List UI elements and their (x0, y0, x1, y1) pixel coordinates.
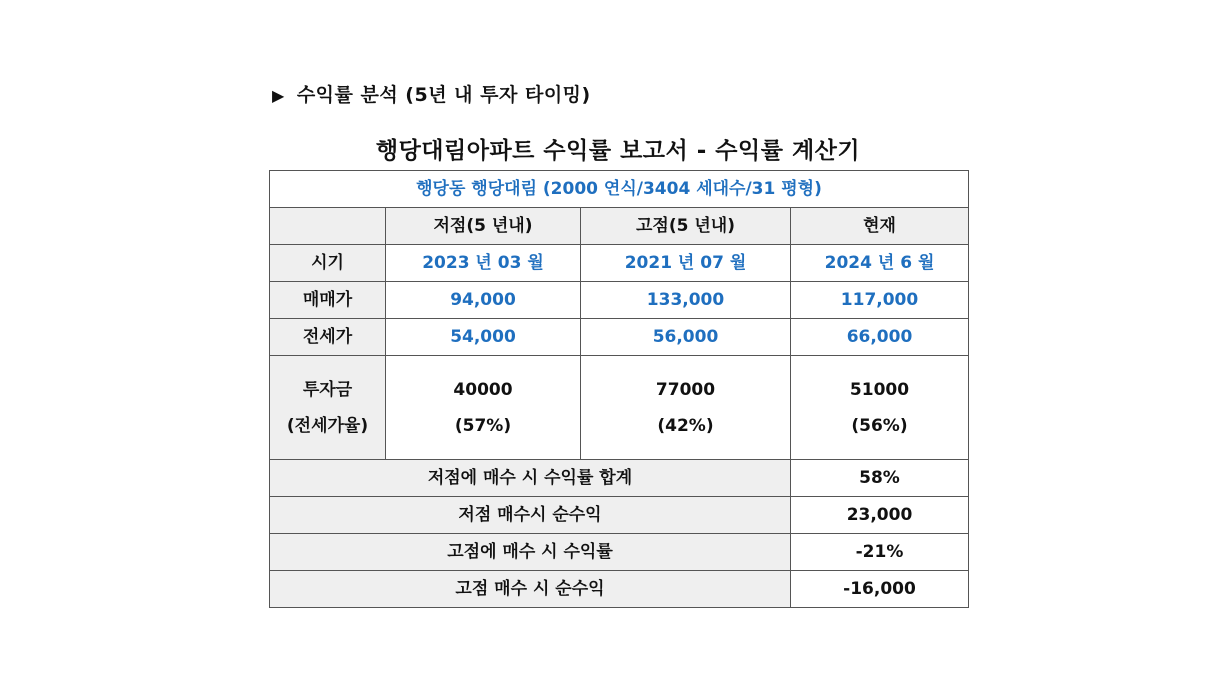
row-label-jeonse-price: 전세가 (270, 319, 386, 356)
investment-current (791, 356, 969, 460)
column-header-row (270, 208, 969, 245)
investment-row (270, 356, 969, 460)
column-header-high: 고점(5 년내) (581, 208, 791, 245)
investment-label: 투자금 (302, 379, 353, 400)
investment-low-ratio: (57%) (454, 415, 512, 436)
column-header-current: 현재 (791, 208, 969, 245)
row-label-investment (270, 356, 386, 460)
sale-price-current: 117,000 (791, 282, 969, 319)
summary-value-low-return: 58% (791, 460, 969, 497)
jeonse-price-row (270, 319, 969, 356)
summary-row (270, 571, 969, 608)
summary-value-low-profit: 23,000 (791, 497, 969, 534)
summary-row (270, 497, 969, 534)
jeonse-price-low: 54,000 (386, 319, 581, 356)
row-label-period: 시기 (270, 245, 386, 282)
jeonse-price-high: 56,000 (581, 319, 791, 356)
investment-low (386, 356, 581, 460)
period-low: 2023 년 03 월 (386, 245, 581, 282)
triangle-bullet-icon: ▶ (272, 86, 285, 105)
profit-report-table (269, 170, 969, 608)
row-label-sale-price: 매매가 (270, 282, 386, 319)
summary-label-low-return: 저점에 매수 시 수익률 합계 (270, 460, 791, 497)
section-heading-text: 수익률 분석 (5년 내 투자 타이밍) (296, 84, 591, 106)
summary-row (270, 460, 969, 497)
investment-low-amount: 40000 (453, 379, 513, 400)
period-high: 2021 년 07 월 (581, 245, 791, 282)
apartment-info: 행당동 행당대림 (2000 연식/3404 세대수/31 평형) (270, 171, 969, 208)
investment-high-ratio: (42%) (657, 415, 714, 436)
investment-current-amount: 51000 (849, 379, 910, 400)
summary-value-high-return: -21% (791, 534, 969, 571)
section-heading (272, 80, 591, 107)
summary-label-low-profit: 저점 매수시 순수익 (270, 497, 791, 534)
sale-price-high: 133,000 (581, 282, 791, 319)
investment-high-amount: 77000 (655, 379, 716, 400)
sale-price-row (270, 282, 969, 319)
period-row (270, 245, 969, 282)
empty-header-cell (270, 208, 386, 245)
investment-current-ratio: (56%) (851, 415, 908, 436)
summary-value-high-profit: -16,000 (791, 571, 969, 608)
summary-label-high-profit: 고점 매수 시 순수익 (270, 571, 791, 608)
summary-row (270, 534, 969, 571)
period-current: 2024 년 6 월 (791, 245, 969, 282)
summary-label-high-return: 고점에 매수 시 수익률 (270, 534, 791, 571)
column-header-low: 저점(5 년내) (386, 208, 581, 245)
investment-high (581, 356, 791, 460)
jeonse-price-current: 66,000 (791, 319, 969, 356)
report-title: 행당대림아파트 수익률 보고서 - 수익률 계산기 (375, 138, 861, 164)
sale-price-low: 94,000 (386, 282, 581, 319)
jeonse-ratio-label: (전세가율) (286, 415, 369, 436)
